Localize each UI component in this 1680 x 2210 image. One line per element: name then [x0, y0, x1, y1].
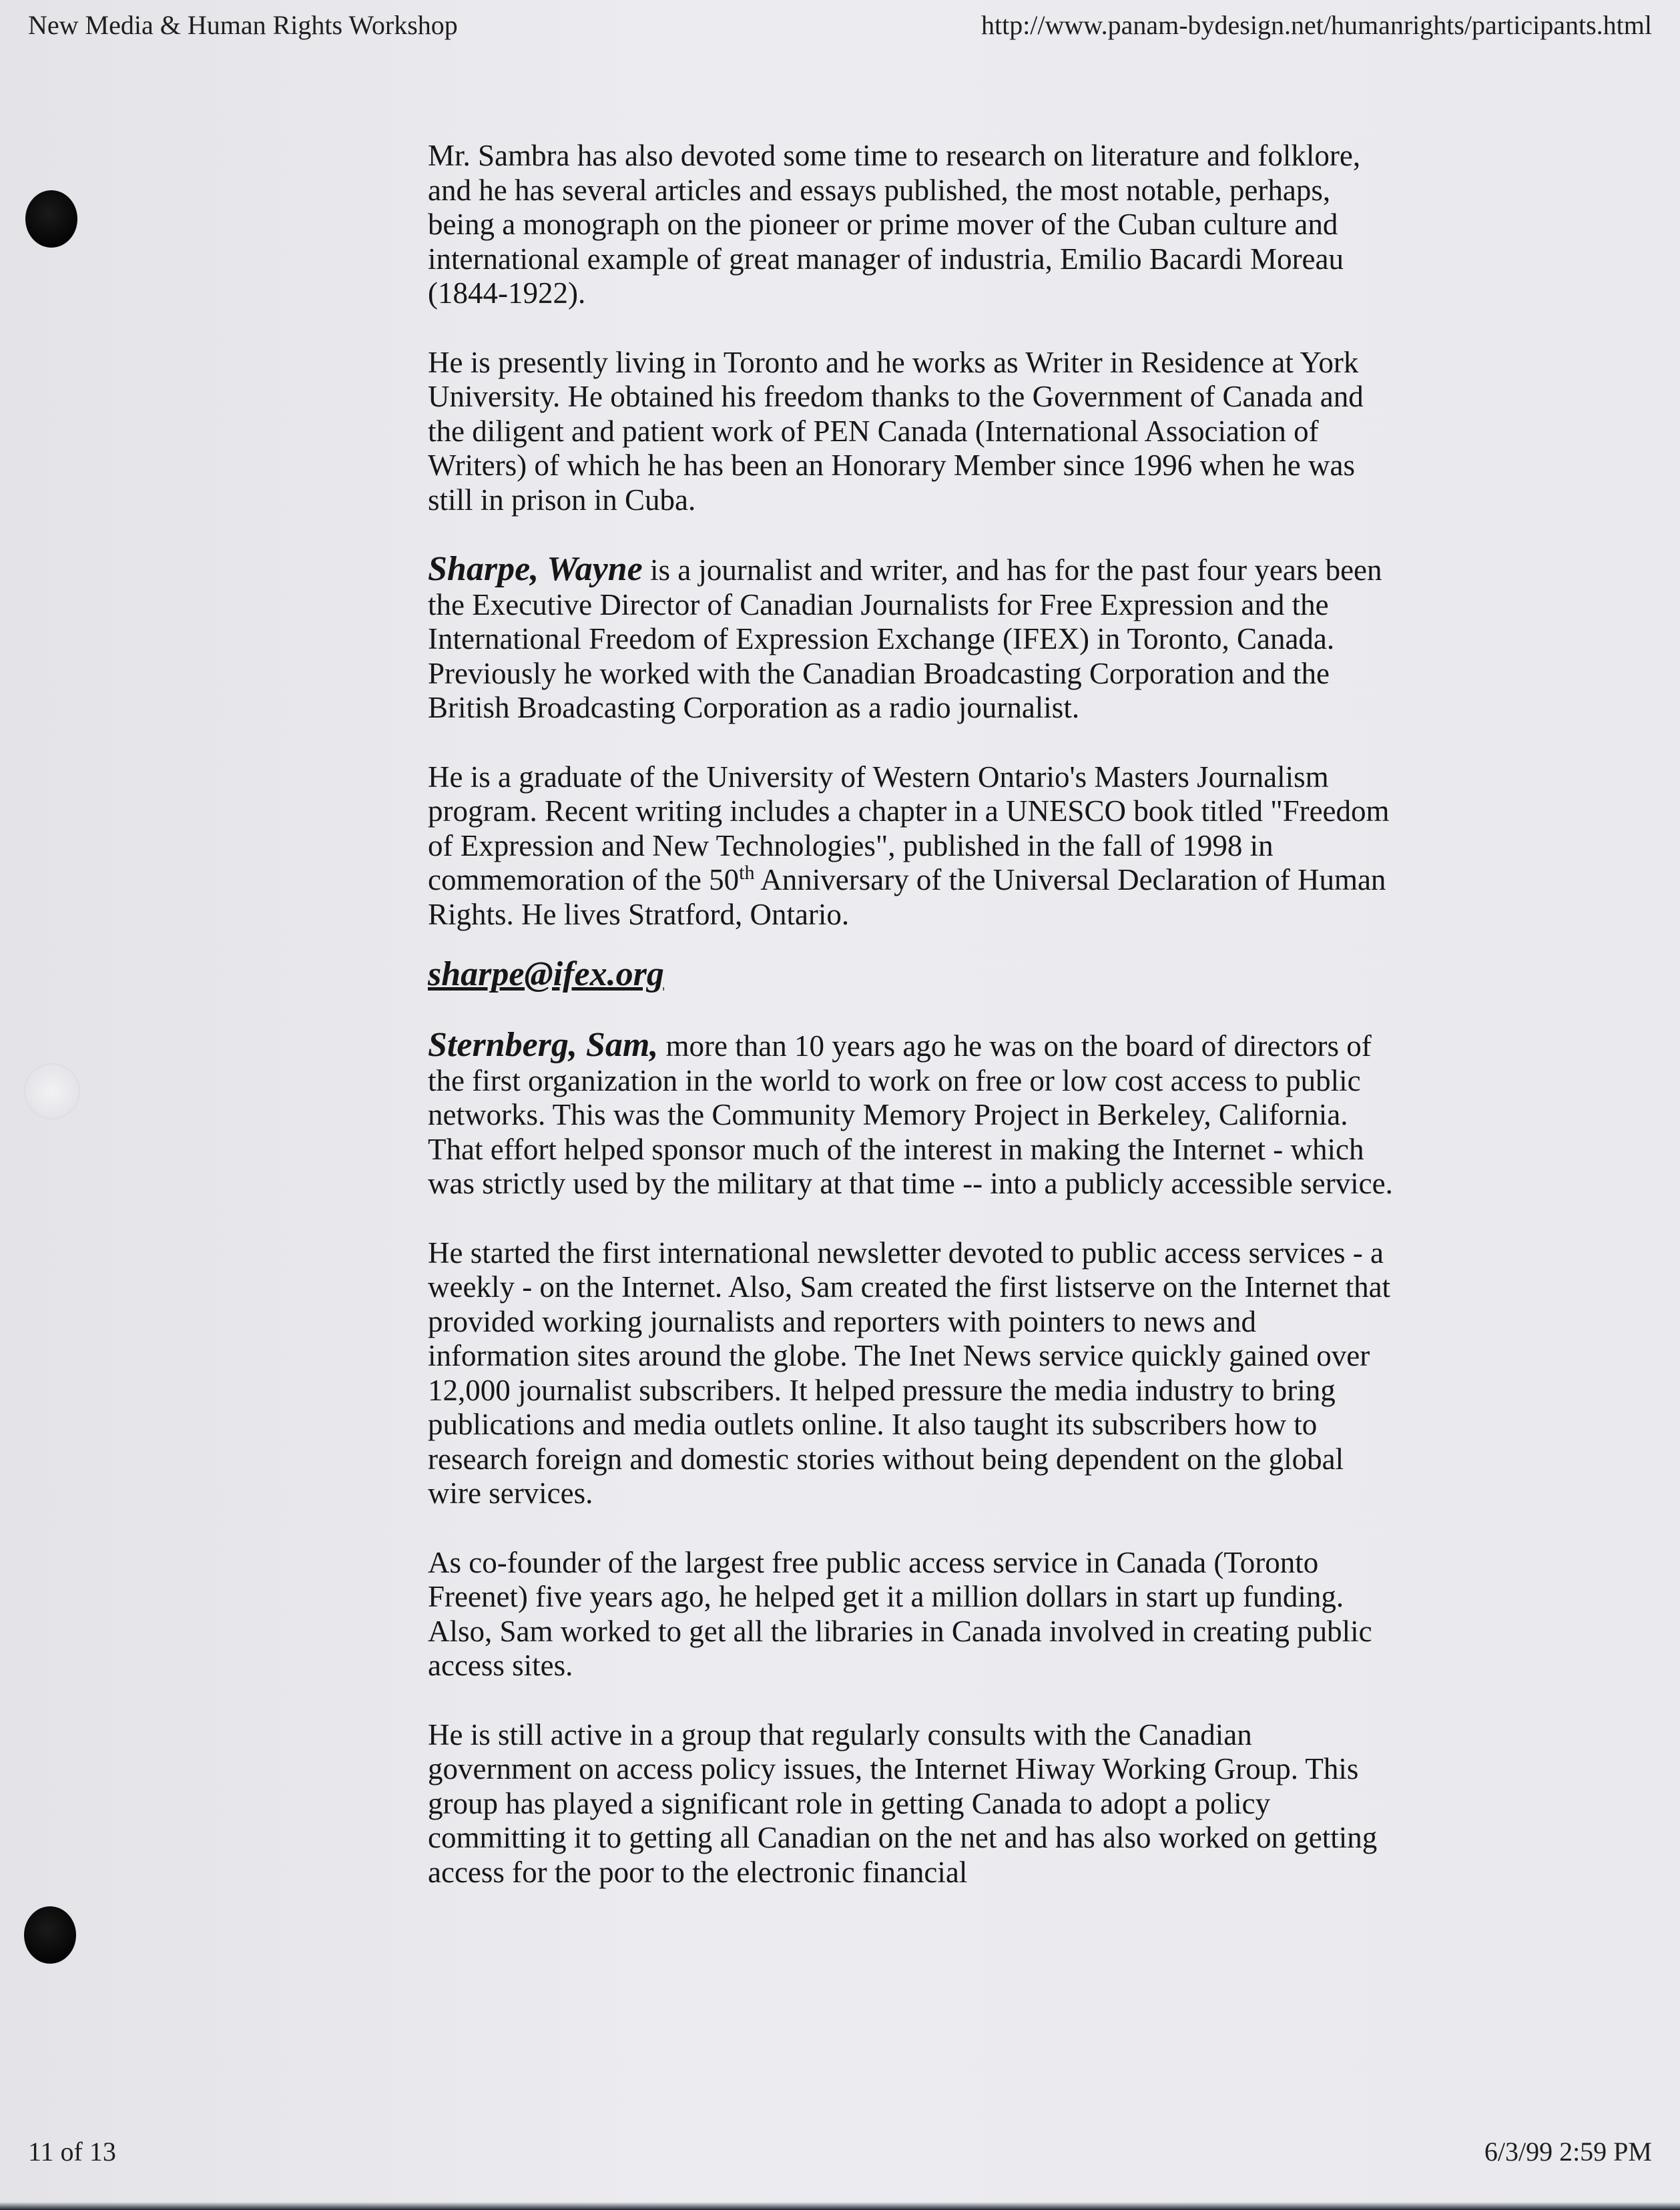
ordinal-suffix: th: [739, 862, 755, 884]
participant-name-sternberg: Sternberg, Sam,: [428, 1026, 659, 1064]
sharpe-paragraph-2-text-a: He is a graduate of the University of Western Ontario's Masters Journalism program. Recent writing includes a chapter in a UNESCO book titled "Freedom of Expression and New Technologies", published in the fall of 1998 in commemoration of the 50: [428, 760, 1390, 896]
document-body: [428, 139, 1396, 1924]
sharpe-paragraph-1-text: is a journalist and writer, and has for the past four years been the Executive Director of Canadian Journalists for Free Expression and the International Freedom of Expression Exchange (IFEX) in Toronto, Canada. Previously he worked with the Canadian Broadcasting Corporation and the British Broadcasting Corporation as a radio journalist.: [428, 553, 1382, 724]
page-number: 11 of 13: [28, 2137, 116, 2167]
sharpe-paragraph-2-text-b: Anniversary of the Universal Declaration of Human Rights. He lives Stratford, Ontario.: [428, 863, 1386, 931]
sternberg-paragraph-3: As co-founder of the largest free public access service in Canada (Toronto Freenet) five years ago, he helped get it a million dollars in start up funding. Also, Sam worked to get all the libraries in Canada involved in creating public access sites.: [428, 1545, 1372, 1682]
print-timestamp: 6/3/99 2:59 PM: [1484, 2137, 1652, 2167]
sambra-paragraph-2: He is presently living in Toronto and he works as Writer in Residence at York University. He obtained his freedom thanks to the Government of Canada and the diligent and patient work of PEN Canada (International Association of Writers) of which he has been an Honorary Member since 1996 when he was still in prison in Cuba.: [428, 345, 1364, 517]
participant-name-sharpe: Sharpe, Wayne: [428, 550, 643, 588]
punch-hole-bottom: [24, 1906, 76, 1964]
scan-bottom-edge: [0, 2202, 1680, 2210]
punch-hole-middle: [24, 1063, 80, 1119]
sternberg-paragraph-1-text: more than 10 years ago he was on the board of directors of the first organization in the world to work on free or low cost access to public networks. This was the Community Memory Project in Berkeley, California. That effort helped sponsor much of the interest in making the Internet - which was strictly used by the military at that time -- into a publicly accessible service.: [428, 1029, 1393, 1200]
sharpe-paragraph-2: [428, 760, 1396, 932]
sambra-paragraph-1: Mr. Sambra has also devoted some time to research on literature and folklore, and he has several articles and essays published, the most notable, perhaps, being a monograph on the pioneer or prime mover of the Cuban culture and international example of great manager of industria, Emilio Bacardi Moreau (1844-1922).: [428, 139, 1361, 310]
header-url: http://www.panam-bydesign.net/humanrights/participants.html: [981, 10, 1652, 40]
sharpe-email-link[interactable]: sharpe@ifex.org: [428, 955, 664, 993]
header-title: New Media & Human Rights Workshop: [28, 10, 458, 40]
sternberg-paragraph-4: He is still active in a group that regularly consults with the Canadian government on access policy issues, the Internet Hiway Working Group. This group has played a significant role in getting Canada to adopt a policy committing it to getting all Canadian on the net and has also worked on getting access for the poor to the electronic financial: [428, 1717, 1378, 1889]
sternberg-paragraph-1: [428, 1028, 1396, 1201]
sternberg-paragraph-2: He started the first international newsletter devoted to public access services - a weekly - on the Internet. Also, Sam created the first listserve on the Internet that provided working journalists and reporters with pointers to news and information sites around the globe. The Inet News service quickly gained over 12,000 journalist subscribers. It helped pressure the media industry to bring publications and media outlets online. It also taught its subscribers how to research foreign and domestic stories without being dependent on the global wire services.: [428, 1235, 1391, 1510]
sharpe-paragraph-1: [428, 552, 1396, 726]
punch-hole-top: [25, 190, 77, 248]
